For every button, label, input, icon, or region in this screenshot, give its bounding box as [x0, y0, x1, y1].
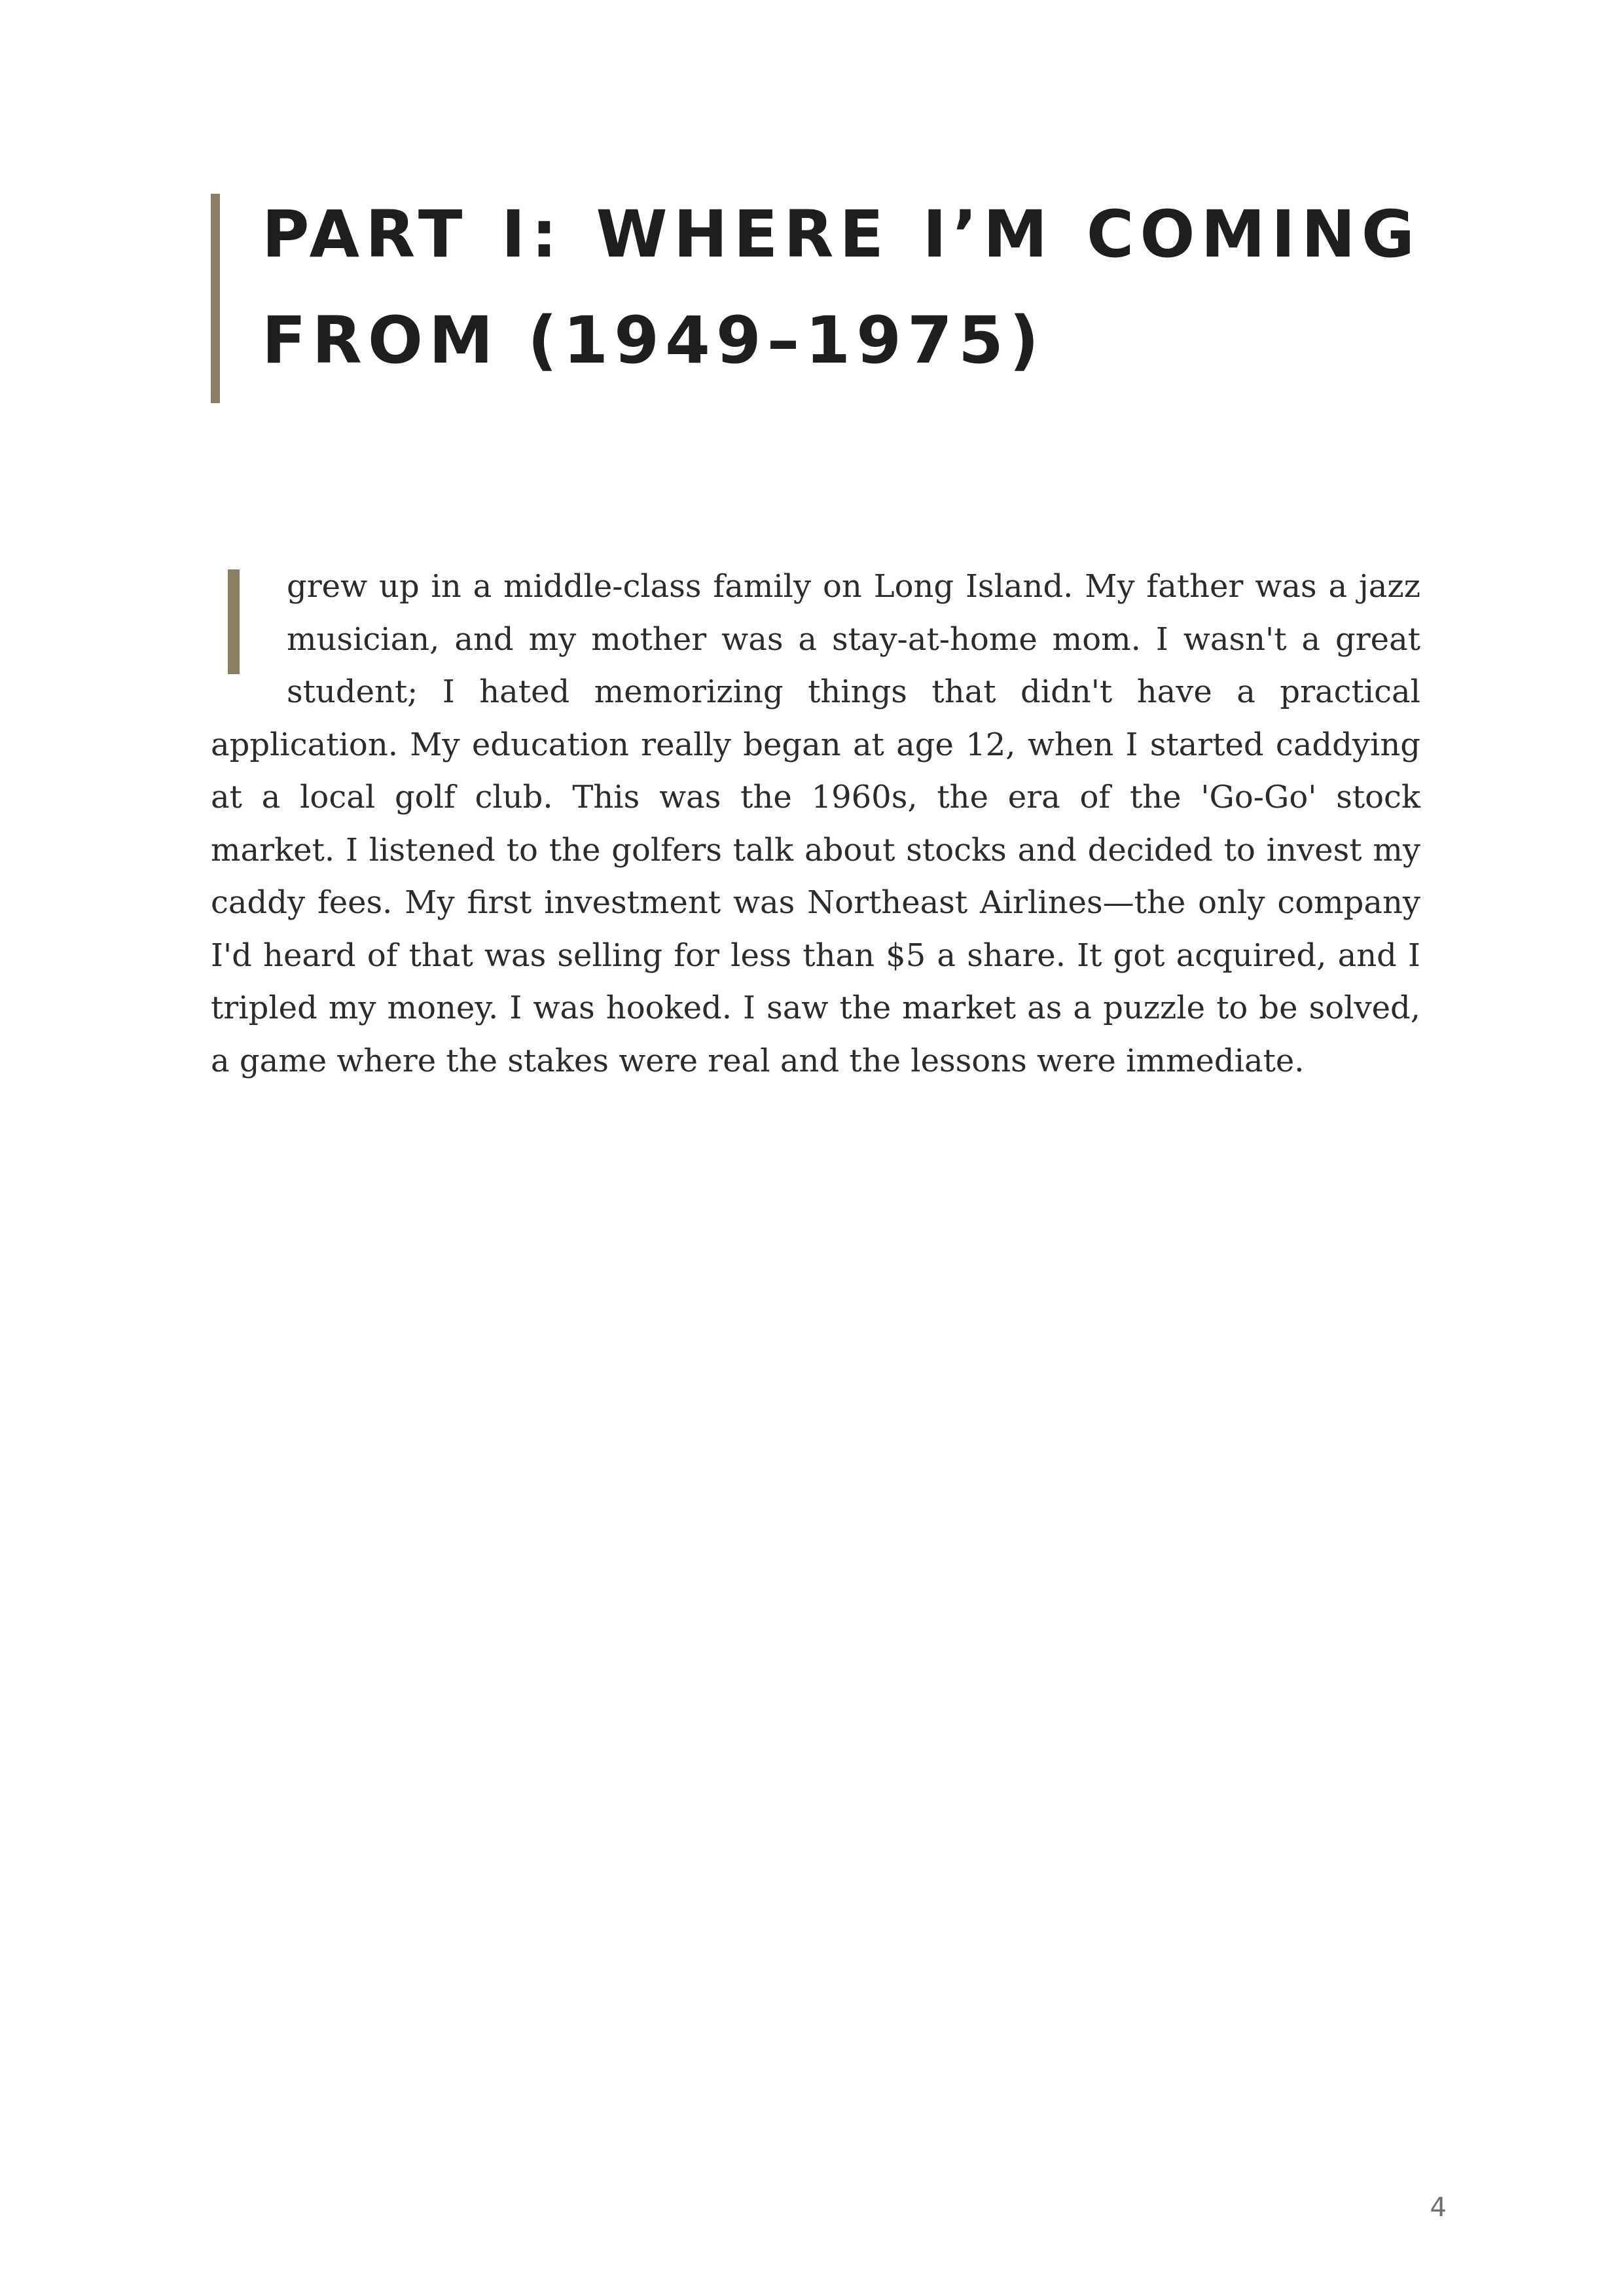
chapter-title: PART I: WHERE I’M COMING FROM (1949–1975)	[262, 197, 1420, 378]
body-paragraph	[211, 560, 1420, 1087]
body-text: grew up in a middle-class family on Long Island. My father was a jazz musician, and my mother was a stay-at-home mom. I wasn't a great student; I hated memorizing things that didn't have a practical application. My education really began at age 12, when I started caddying at a local golf club. This was the 1960s, the era of the 'Go-Go' stock market. I listened to the golfers talk about stocks and decided to invest my caddy fees. My first investment was Northeast Airlines—the only company I'd heard of that was selling for less than $5 a share. It got acquired, and I tripled my money. I was hooked. I saw the market as a puzzle to be solved, a game where the stakes were real and the lessons were immediate.	[211, 568, 1420, 1079]
chapter-heading	[211, 194, 1420, 403]
drop-cap-bar	[228, 569, 240, 674]
page-number: 4	[1430, 2193, 1447, 2223]
